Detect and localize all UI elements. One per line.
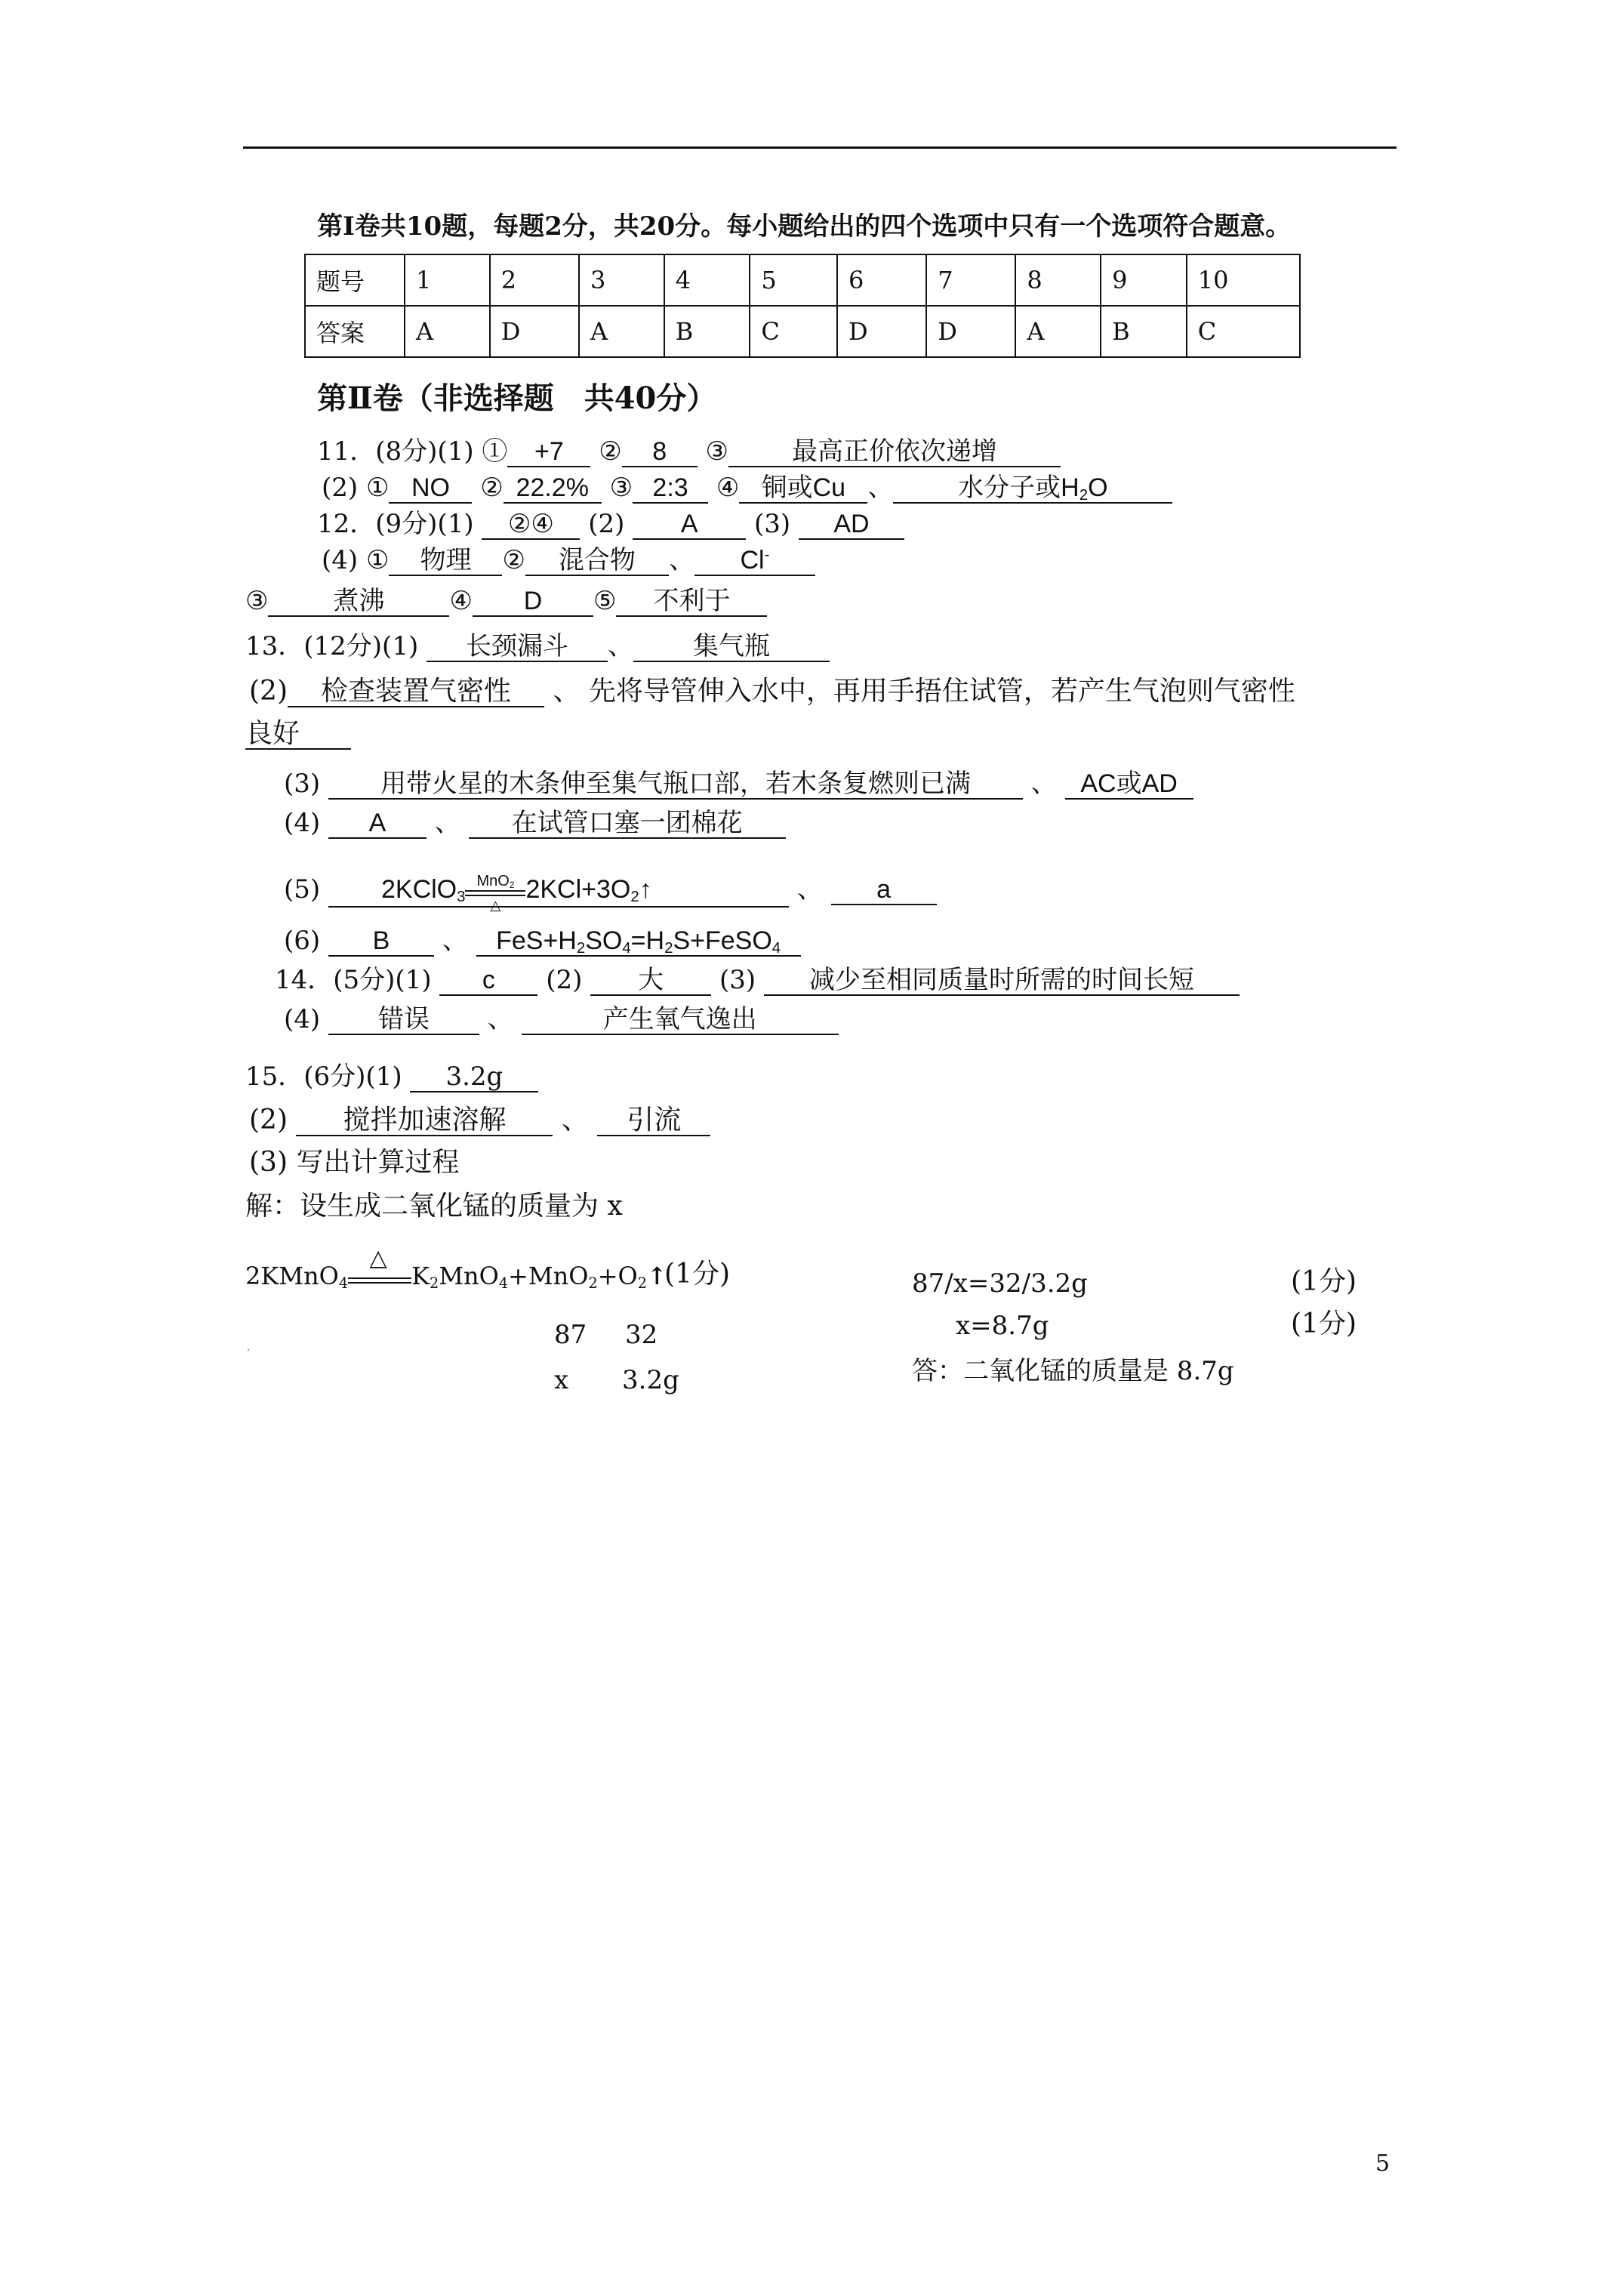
formula-part: SO [585, 926, 623, 955]
q11-prefix: 11．(8分)(1) ① [317, 436, 508, 467]
q14-line1 [275, 965, 1240, 996]
formula-sub: 2 [637, 1274, 647, 1292]
answer-cell: A [1015, 306, 1101, 357]
answer-cell: A [579, 306, 664, 357]
q12-answer-c3: 不利于 [616, 587, 767, 617]
q12-answer-b2: 混合物 [525, 546, 669, 576]
q15-answer-b2: 引流 [597, 1106, 710, 1136]
q13-answer-e2: a [831, 875, 937, 905]
question-number: 8 [1015, 254, 1101, 306]
q15-final-answer: 答：二氧化锰的质量是 8.7g [912, 1356, 1234, 1386]
question-number: 6 [837, 254, 926, 306]
q12-answer-c1: 煮沸 [268, 587, 449, 617]
q15-prefix: 15．(6分)(1) [245, 1062, 402, 1092]
question-number: 4 [664, 254, 750, 306]
q11-answer-b1: NO [389, 473, 472, 504]
q13-line2 [249, 676, 1295, 707]
formula-sub: 2 [509, 880, 515, 891]
answer-cell: C [750, 306, 837, 357]
q11-answer-b4: 铜或Cu [739, 473, 867, 504]
q14-prefix: 14．(5分)(1) [275, 965, 432, 995]
reaction-arrow [465, 873, 525, 914]
q15-ratio-87: 87 [554, 1320, 587, 1350]
formula-part: FeS+H [496, 926, 577, 955]
q14-answer-b1: 错误 [328, 1005, 479, 1035]
q15-ratio-mass: 3.2g [622, 1365, 679, 1395]
formula-part: 水分子或H [958, 473, 1079, 502]
separator: 、 [487, 1004, 513, 1034]
q11-answer-b3: 2:3 [633, 473, 708, 504]
q12-marker-c1: ③ [245, 586, 269, 616]
separator: 、 [442, 926, 468, 956]
q13-part6-prefix: (6) [284, 926, 321, 956]
q12-answer-1: ②④ [482, 510, 580, 540]
q11-line1 [317, 436, 1061, 467]
formula-sub: 3 [457, 889, 466, 906]
q13-answer-b2-cont: 良好 [245, 720, 351, 750]
q12-answer-2: A [633, 510, 746, 540]
q12-marker-2: (2) [588, 509, 625, 539]
q13-answer-b1: 检查装置气密性 [288, 677, 544, 707]
q14-answer-b2: 产生氧气逸出 [522, 1005, 839, 1035]
separator: 、 [796, 874, 823, 905]
question-number: 10 [1187, 254, 1300, 306]
q13-answer-d2: 在试管口塞一团棉花 [469, 809, 786, 839]
separator: 、 [867, 473, 894, 503]
q11-part2-prefix: (2) ① [322, 473, 390, 503]
heat-symbol: △ [490, 898, 501, 914]
q11-answer-b5 [893, 473, 1172, 504]
q15-calc-1: 87/x=32/3.2g [912, 1268, 1088, 1299]
q11-answer-1: +7 [507, 437, 590, 467]
q12-prefix: 12．(9分)(1) [317, 509, 474, 539]
question-number: 9 [1101, 254, 1187, 306]
separator: 、 [561, 1105, 589, 1136]
formula-part: +MnO [508, 1262, 589, 1290]
formula-sub: 2 [576, 940, 586, 957]
q11-marker-2: ② [599, 436, 622, 467]
formula-sub: 2 [630, 889, 639, 906]
q14-line2 [284, 1004, 839, 1035]
q15-answer-1: 3.2g [410, 1062, 538, 1093]
q13-answer-f2 [476, 926, 801, 957]
formula-part: K [411, 1262, 430, 1290]
table-row-label: 题号 [305, 254, 405, 306]
gas-arrow-icon: ↑ [639, 875, 652, 904]
q15-line2 [249, 1105, 710, 1136]
formula-part: Cl [740, 546, 765, 575]
q13-line5 [284, 873, 937, 914]
q11-line2 [322, 473, 1172, 504]
q12-answer-c2: D [473, 587, 593, 617]
q14-marker-3: (3) [719, 965, 756, 995]
formula-sub: 4 [622, 940, 631, 957]
q13-prefix: 13．(12分)(1) [245, 631, 419, 661]
question-number: 2 [490, 254, 579, 306]
q11-marker-b3: ③ [609, 473, 633, 503]
q11-answer-2: 8 [622, 437, 698, 467]
q13-answer-b2: 先将导管伸入水中，再用手捂住试管，若产生气泡则气密性 [588, 676, 1295, 707]
separator: 、 [668, 545, 694, 575]
q12-marker-b2: ② [502, 545, 525, 575]
gas-arrow-icon: ↑ [646, 1262, 667, 1290]
q13-line6 [284, 926, 801, 957]
formula-part: O [1088, 473, 1108, 502]
q12-marker-3: (3) [754, 509, 791, 539]
q15-part3-label: (3) 写出计算过程 [249, 1147, 460, 1178]
q15-ratio-x: x [554, 1365, 569, 1395]
answer-cell: A [405, 306, 490, 357]
q12-answer-3: AD [799, 510, 904, 540]
formula-sup: - [764, 546, 770, 563]
q12-marker-c2: ④ [449, 586, 473, 616]
q15-calc-2: x=8.7g [956, 1311, 1049, 1341]
separator: 、 [608, 631, 634, 661]
q13-line1 [245, 631, 830, 662]
q15-score-3: (1分) [1291, 1308, 1357, 1339]
formula-part: 2KMnO [245, 1262, 339, 1290]
q11-marker-b4: ④ [716, 473, 740, 503]
answer-cell: D [926, 306, 1015, 357]
question-number: 3 [579, 254, 664, 306]
formula-sub: 4 [771, 940, 781, 957]
q13-part2-prefix: (2) [249, 676, 288, 707]
formula-sub: 2 [430, 1274, 439, 1292]
question-number: 5 [750, 254, 837, 306]
part1-instructions: 第Ⅰ卷共10题，每题2分，共20分。每小题给出的四个选项中只有一个选项符合题意。 [317, 211, 1292, 242]
answer-table [304, 254, 1301, 358]
table-row [305, 254, 1300, 306]
heat-symbol: △ [369, 1244, 387, 1271]
section2-title: 第Ⅱ卷（非选择题 共40分） [317, 381, 717, 416]
q12-line2 [322, 545, 815, 576]
q11-answer-3: 最高正价依次递增 [728, 437, 1061, 467]
q15-equation [245, 1244, 667, 1293]
q14-answer-1: c [439, 966, 537, 996]
answer-cell: D [837, 306, 926, 357]
q13-answer-2: 集气瓶 [633, 632, 830, 662]
q12-line3 [245, 586, 767, 617]
reaction-arrow [348, 1244, 411, 1293]
q13-part4-prefix: (4) [284, 808, 321, 838]
q12-answer-b3 [694, 546, 815, 576]
answer-cell: C [1187, 306, 1300, 357]
answer-cell: B [664, 306, 750, 357]
table-row [305, 306, 1300, 357]
formula-part: 2KClO [380, 875, 457, 904]
q13-line2-cont [245, 719, 351, 750]
q14-answer-3: 减少至相同质量时所需的时间长短 [764, 966, 1240, 996]
q13-line4 [284, 808, 786, 839]
q14-part4-prefix: (4) [284, 1004, 321, 1034]
formula-sub: 2 [588, 1274, 598, 1292]
q15-answer-b1: 搅拌加速溶解 [296, 1106, 553, 1136]
header-rule [243, 146, 1397, 149]
q12-answer-b1: 物理 [389, 546, 502, 576]
q13-line3 [284, 769, 1193, 800]
question-number: 7 [926, 254, 1015, 306]
q14-answer-2: 大 [590, 966, 711, 996]
answer-cell: D [490, 306, 579, 357]
separator: 、 [553, 676, 581, 707]
formula-part: MnO [439, 1262, 499, 1290]
q12-marker-c3: ⑤ [593, 586, 617, 616]
q13-answer-1: 长颈漏斗 [427, 632, 608, 662]
q15-score-1: (1分) [664, 1259, 730, 1290]
q13-part3-prefix: (3) [284, 769, 321, 799]
q11-marker-3: ③ [705, 436, 728, 467]
answer-cell: B [1101, 306, 1187, 357]
q13-part5-prefix: (5) [284, 874, 321, 905]
separator: 、 [1030, 769, 1057, 799]
q13-answer-f1: B [328, 926, 434, 957]
page-number: 5 [1375, 2150, 1390, 2177]
q15-ratio-32: 32 [625, 1320, 658, 1350]
formula-sub: 4 [338, 1274, 349, 1292]
formula-part: =H [630, 926, 665, 955]
formula-part: 2KCl+3O [525, 875, 631, 904]
formula-sub: 2 [664, 940, 673, 957]
formula-part: +O [597, 1262, 638, 1290]
q13-answer-c1: 用带火星的木条伸至集气瓶口部，若木条复燃则已满 [328, 769, 1023, 800]
question-number: 1 [405, 254, 490, 306]
q13-answer-c2: AC或AD [1065, 769, 1193, 800]
q11-marker-b2: ② [480, 473, 504, 503]
formula-part: S+FeSO [673, 926, 772, 955]
q15-line1 [245, 1062, 538, 1093]
q12-part4-prefix: (4) ① [322, 545, 390, 575]
formula-sub: 2 [1079, 487, 1089, 504]
q11-answer-b2: 22.2% [504, 473, 602, 504]
q14-marker-2: (2) [546, 965, 583, 995]
formula-part: MnO [476, 873, 510, 890]
q15-score-2: (1分) [1291, 1266, 1357, 1297]
q15-solution-intro: 解：设生成二氧化锰的质量为 x [245, 1191, 623, 1222]
formula-sub: 4 [498, 1274, 509, 1292]
table-row-label: 答案 [305, 306, 405, 357]
q13-answer-e1 [328, 873, 789, 914]
stray-mark: . [246, 1336, 251, 1354]
q15-part2-prefix: (2) [249, 1105, 288, 1136]
q12-line1 [317, 509, 904, 540]
q13-answer-d1: A [328, 809, 427, 839]
separator: 、 [434, 808, 460, 838]
